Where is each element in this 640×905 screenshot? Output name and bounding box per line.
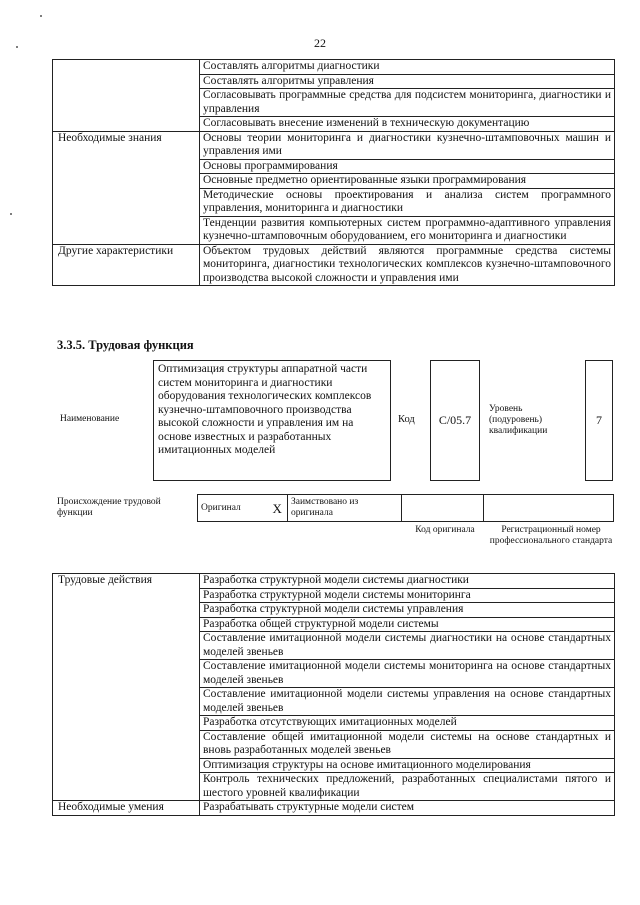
row-item: Методические основы проектирования и анализа систем программного управления, мониторинга и диагностики bbox=[200, 188, 615, 216]
row-item: Согласовывать внесение изменений в техническую документацию bbox=[200, 117, 615, 132]
table-row bbox=[53, 244, 615, 286]
origin-code-cell bbox=[402, 495, 484, 522]
row-item: Составлять алгоритмы управления bbox=[200, 74, 615, 89]
row-label: Другие характеристики bbox=[53, 244, 200, 286]
row-item: Разработка структурной модели системы диагностики bbox=[200, 574, 615, 589]
code-value: C/05.7 bbox=[430, 360, 480, 481]
origin-code-caption: Код оригинала bbox=[415, 525, 475, 535]
row-item: Оптимизация структуры на основе имитационного моделирования bbox=[200, 758, 615, 773]
table-row bbox=[53, 801, 615, 816]
level-label: Уровень (подуровень) квалификации bbox=[489, 404, 548, 436]
row-item: Тенденции развития компьютерных систем программно-адаптивного управления кузнечно-штамповочным оборудованием, его мониторинга и диагностики bbox=[200, 216, 615, 244]
actions-table bbox=[52, 573, 615, 816]
row-label: Необходимые умения bbox=[53, 801, 200, 816]
table-row bbox=[53, 574, 615, 589]
row-item: Составление имитационной модели системы диагностики на основе стандартных моделей звеньев bbox=[200, 632, 615, 660]
name-label: Наименование bbox=[60, 414, 120, 424]
level-value: 7 bbox=[585, 360, 613, 481]
scan-speck bbox=[10, 213, 12, 215]
row-item: Основные предметно ориентированные языки программирования bbox=[200, 174, 615, 189]
row-item: Согласовывать программные средства для подсистем мониторинга, диагностики и управления bbox=[200, 89, 615, 117]
row-item: Объектом трудовых действий являются программные средства системы мониторинга, диагностики технологических комплексов кузнечно-штамповочного производства высокой сложности и управления ими bbox=[200, 244, 615, 286]
section-heading: 3.3.5. Трудовая функция bbox=[57, 338, 194, 352]
reg-number-caption: Регистрационный номер профессионального стандарта bbox=[489, 525, 613, 546]
row-item: Разработка отсутствующих имитационных моделей bbox=[200, 716, 615, 731]
scan-speck bbox=[40, 15, 42, 17]
row-item: Составление имитационной модели системы мониторинга на основе стандартных моделей звеньев bbox=[200, 660, 615, 688]
row-label bbox=[53, 60, 200, 132]
page-number: 22 bbox=[314, 36, 326, 50]
origin-label: Происхождение трудовой функции bbox=[57, 497, 161, 518]
function-name-box: Оптимизация структуры аппаратной части систем мониторинга и диагностики оборудования технологических комплексов кузнечно-штамповочного производства высокой сложности и управления им на основе известных и разработанных имитационных моделей bbox=[153, 360, 391, 481]
borrowed-label: Заимствовано из оригинала bbox=[288, 495, 402, 522]
table-row bbox=[53, 60, 615, 75]
row-item: Контроль технических предложений, разработанных специалистами пятого и шестого уровней квалификации bbox=[200, 773, 615, 801]
table-row bbox=[53, 131, 615, 159]
row-item: Составление имитационной модели системы управления на основе стандартных моделей звеньев bbox=[200, 688, 615, 716]
code-label: Код bbox=[398, 414, 415, 425]
row-item: Разработка структурной модели системы управления bbox=[200, 603, 615, 618]
row-item: Составлять алгоритмы диагностики bbox=[200, 60, 615, 75]
row-item: Основы теории мониторинга и диагностики кузнечно-штамповочных машин и управления ими bbox=[200, 131, 615, 159]
reg-number-cell bbox=[484, 495, 614, 522]
row-item: Составление общей имитационной модели системы на основе стандартных и вновь разработанных моделей звеньев bbox=[200, 730, 615, 758]
row-label: Трудовые действия bbox=[53, 574, 200, 801]
row-item: Основы программирования bbox=[200, 159, 615, 174]
row-item: Разрабатывать структурные модели систем bbox=[200, 801, 615, 816]
origin-table bbox=[197, 494, 614, 522]
knowledge-table bbox=[52, 59, 615, 286]
row-item: Разработка структурной модели системы мониторинга bbox=[200, 588, 615, 603]
row-label: Необходимые знания bbox=[53, 131, 200, 244]
original-label: Оригинал bbox=[198, 495, 268, 522]
original-mark: X bbox=[268, 495, 288, 522]
row-item: Разработка общей структурной модели системы bbox=[200, 617, 615, 632]
